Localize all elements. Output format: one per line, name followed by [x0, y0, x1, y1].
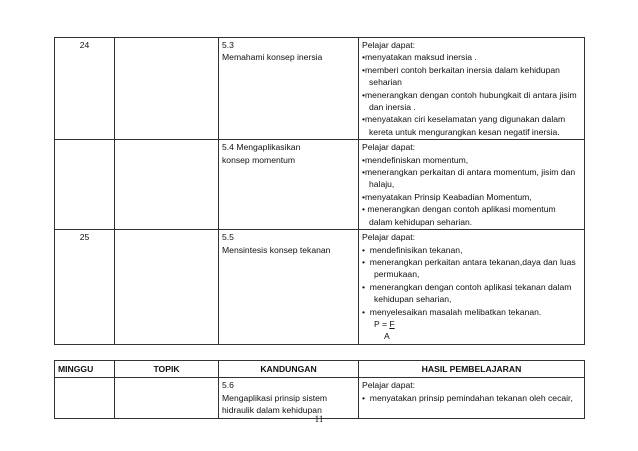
list-item: • menyatakan prinsip pemindahan tekanan oleh cecair, [362, 392, 573, 403]
week-cell [55, 140, 115, 230]
topic-cell [115, 140, 219, 230]
outcome-cell [359, 378, 585, 418]
table-row [55, 140, 585, 230]
bullet-icon: • [362, 256, 366, 267]
outcome-cell [359, 38, 585, 140]
bullet-icon: • [362, 204, 366, 215]
content-code: 5.6 [222, 380, 234, 391]
bullet-icon: • [362, 306, 366, 317]
content-code: 5.5 [222, 232, 234, 243]
list-item: •menyatakan Prinsip Keabadian Momentum, [362, 191, 532, 202]
content-code: 5.3 [222, 40, 234, 50]
bullet-icon: • [362, 281, 366, 292]
bullet-icon: • [362, 89, 366, 100]
week-cell [55, 378, 115, 418]
content-cell [219, 140, 359, 230]
page-number: 11 [314, 414, 324, 424]
outcome-cell [359, 230, 585, 345]
header-row [55, 361, 585, 378]
content-title: Mengaplikasi prinsip sistem [222, 392, 328, 403]
content-cell [219, 230, 359, 345]
syllabus-table [54, 37, 585, 345]
list-item: • menerangkan dengan contoh aplikasi tekanan dalam kehidupan seharian, [362, 281, 572, 305]
bullet-icon: • [362, 154, 366, 165]
syllabus-table-continued [54, 360, 585, 419]
bullet-icon: • [362, 52, 366, 63]
header-content: KANDUNGAN [219, 361, 359, 378]
list-item: •mendefiniskan momentum, [362, 154, 469, 165]
outcome-intro: Pelajar dapat: [362, 380, 416, 391]
content-title: Mensintesis konsep tekanan [222, 244, 331, 255]
content-code: 5.4 Mengaplikasikan [222, 142, 301, 153]
outcome-cell [359, 140, 585, 230]
list-item: •menerangkan dengan contoh hubungkait di antara jisim dan inersia . [362, 89, 577, 113]
list-item: •memberi contoh berkaitan inersia dalam kehidupan seharian [362, 64, 560, 88]
week-cell: 24 [55, 38, 115, 140]
content-cell [219, 38, 359, 140]
content-title: konsep momentum [222, 154, 296, 165]
bullet-icon: • [362, 392, 366, 403]
topic-cell [115, 230, 219, 345]
topic-cell [115, 378, 219, 418]
content-title: Memahami konsep inersia [222, 52, 323, 63]
formula-lhs: P = [374, 318, 390, 329]
table-row [55, 230, 585, 345]
list-item: • mendefinisikan tekanan, [362, 244, 463, 255]
header-outcome: HASIL PEMBELAJARAN [359, 361, 585, 378]
outcome-intro: Pelajar dapat: [362, 142, 416, 153]
header-week: MINGGU [55, 361, 115, 378]
formula-numerator: F [389, 318, 395, 329]
list-item: • menerangkan perkaitan antara tekanan,daya dan luas permukaan, [362, 256, 576, 280]
topic-cell [115, 38, 219, 140]
table-row [55, 38, 585, 140]
header-topic: TOPIK [115, 361, 219, 378]
bullet-icon: • [362, 64, 366, 75]
bullet-icon: • [362, 191, 366, 202]
list-item: •menerangkan perkaitan di antara momentum, jisim dan halaju, [362, 167, 576, 190]
pressure-formula [362, 318, 581, 330]
bullet-icon: • [362, 114, 366, 125]
content-cell [219, 378, 359, 418]
list-item: • menerangkan dengan contoh aplikasi momentum dalam kehidupan seharian. [362, 204, 556, 227]
bullet-icon: • [362, 167, 366, 178]
week-cell: 25 [55, 230, 115, 345]
table-row [55, 378, 585, 418]
bullet-icon: • [362, 244, 366, 255]
list-item: •menyatakan maksud inersia . [362, 52, 477, 63]
list-item: •menyatakan ciri keselamatan yang digunakan dalam kereta untuk mengurangkan kesan negatif inersia. [362, 114, 566, 137]
outcome-intro: Pelajar dapat: [362, 40, 416, 50]
outcome-intro: Pelajar dapat: [362, 232, 416, 243]
content-title-cont: hidraulik dalam kehidupan [222, 405, 322, 416]
formula-denominator: A [384, 331, 390, 342]
list-item: • menyelesaikan masalah melibatkan tekanan. [362, 306, 542, 317]
